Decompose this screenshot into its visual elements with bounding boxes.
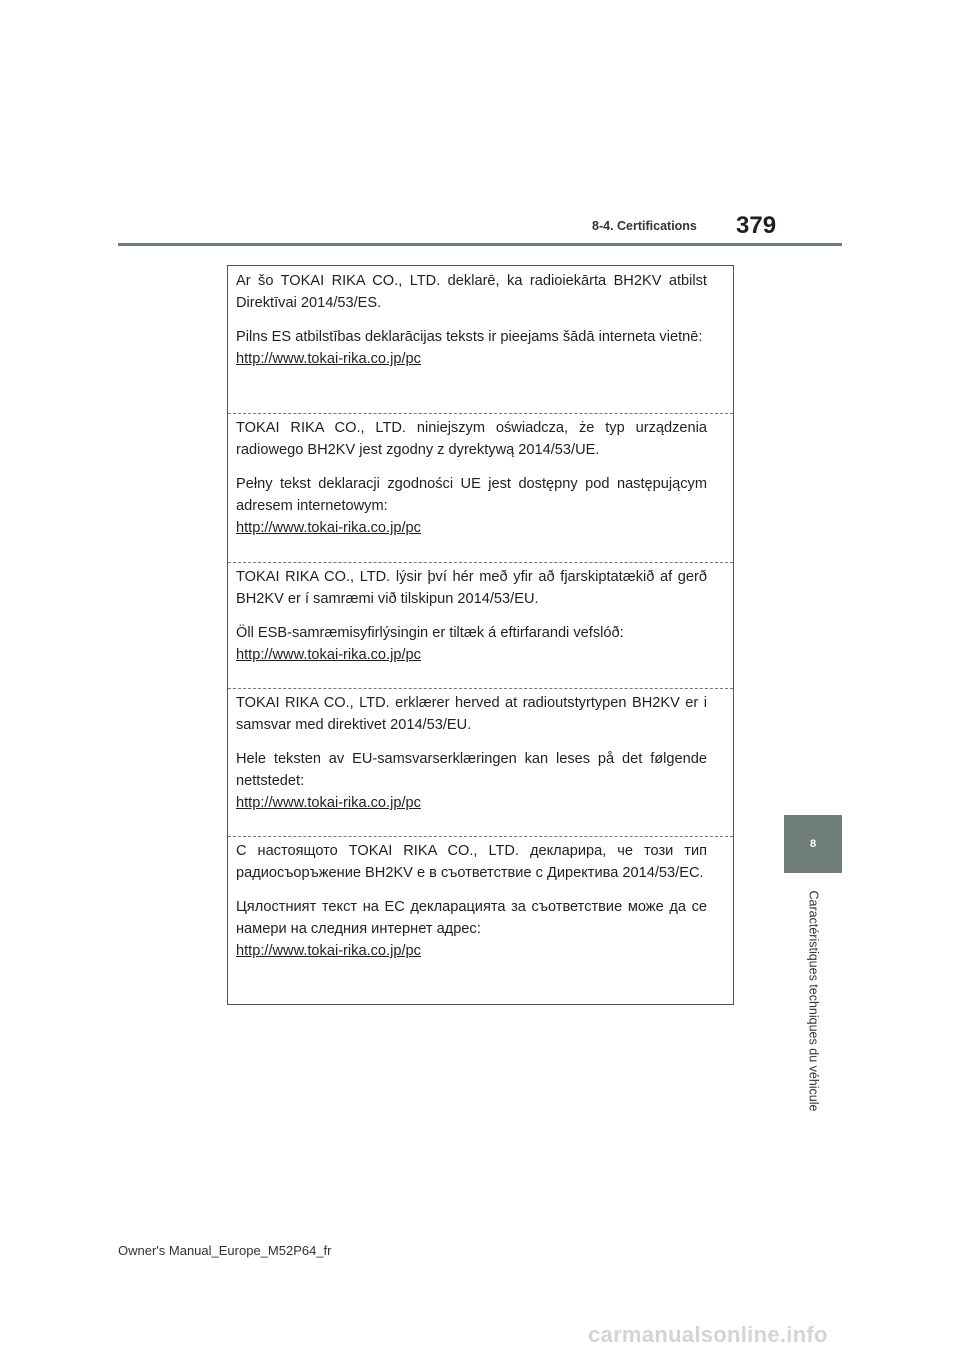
declaration-statement: TOKAI RIKA CO., LTD. erklærer herved at radioutstyrtypen BH2KV er i samsvar med direktivet 2014/53/EU. — [236, 695, 707, 733]
declaration-availability: Цялостният текст на ЕС декларацията за съответствие може да се намери на следния интернет адрес: — [236, 899, 707, 937]
declaration-url-link[interactable]: http://www.tokai-rika.co.jp/pc — [236, 351, 421, 367]
section-divider — [228, 413, 733, 414]
section-divider — [228, 688, 733, 689]
certification-block-norwegian — [228, 692, 733, 814]
chapter-title: Caractéristiques techniques du véhicule — [806, 890, 820, 1111]
declaration-url-link[interactable]: http://www.tokai-rika.co.jp/pc — [236, 795, 421, 811]
declaration-statement: TOKAI RIKA CO., LTD. lýsir því hér með yfir að fjarskiptatækið af gerð BH2KV er í samræmi við tilskipun 2014/53/EU. — [236, 569, 707, 607]
chapter-tab: 8 — [784, 815, 842, 873]
header-rule — [118, 243, 842, 246]
certification-block-polish — [228, 417, 733, 539]
declaration-availability: Pełny tekst deklaracji zgodności UE jest dostępny pod następującym adresem internetowym: — [236, 476, 707, 514]
certification-block-icelandic — [228, 566, 733, 666]
declaration-url-link[interactable]: http://www.tokai-rika.co.jp/pc — [236, 943, 421, 959]
declaration-availability: Öll ESB-samræmisyfirlýsingin er tiltæk á eftirfarandi vefslóð: — [236, 625, 624, 641]
declaration-url-link[interactable]: http://www.tokai-rika.co.jp/pc — [236, 647, 421, 663]
declaration-availability: Hele teksten av EU-samsvarserklæringen kan leses på det følgende nettstedet: — [236, 751, 707, 789]
declaration-url-link[interactable]: http://www.tokai-rika.co.jp/pc — [236, 520, 421, 536]
section-title: 8-4. Certifications — [592, 219, 697, 233]
declaration-availability: Pilns ES atbilstības deklarācijas teksts ir pieejams šādā interneta vietnē: — [236, 329, 703, 345]
section-divider — [228, 562, 733, 563]
declaration-statement: TOKAI RIKA CO., LTD. niniejszym oświadcza, że typ urządzenia radiowego BH2KV jest zgodny z dyrektywą 2014/53/UE. — [236, 420, 707, 458]
watermark: carmanualsonline.info — [588, 1322, 828, 1347]
declaration-statement: Ar šo TOKAI RIKA CO., LTD. deklarē, ka radioiekārta BH2KV atbilst Direktīvai 2014/53/ES. — [236, 273, 707, 311]
certification-box — [227, 265, 734, 1005]
certification-block-bulgarian — [228, 840, 733, 962]
section-divider — [228, 836, 733, 837]
manual-footer-title: Owner's Manual_Europe_M52P64_fr — [118, 1243, 332, 1258]
certification-block-latvian — [228, 270, 733, 370]
page-number: 379 — [736, 212, 777, 239]
chapter-side-label — [784, 873, 842, 1128]
declaration-statement: С настоящото TOKAI RIKA CO., LTD. декларира, че този тип радиосъоръжение BH2KV е в съответствие с Директива 2014/53/ЕС. — [236, 843, 707, 881]
